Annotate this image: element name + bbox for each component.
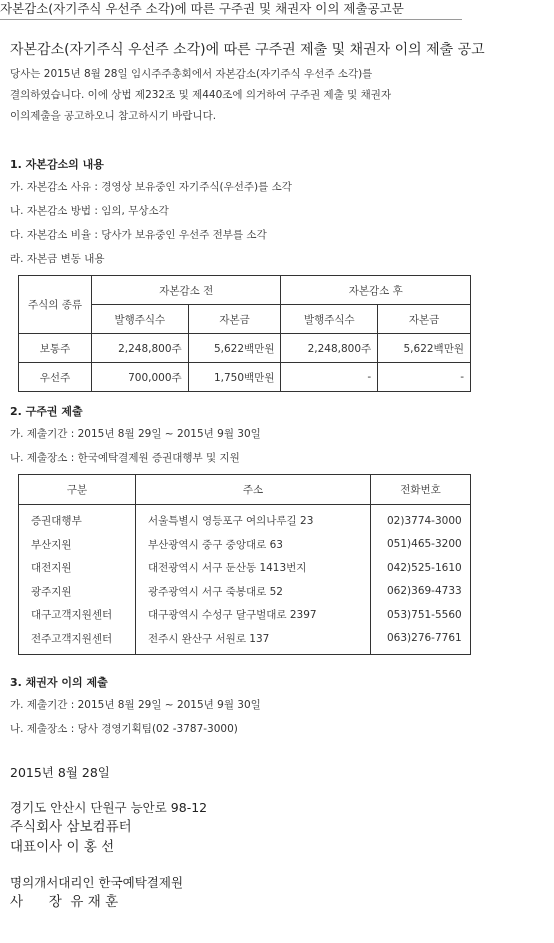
cell-after-capital: 5,622백만원 [378,334,471,363]
table-row [19,627,471,655]
cell-office: 부산지원 [31,538,72,551]
company-name: 주식회사 삼보컴퓨터 [10,819,132,835]
cell-phone: 062)369-4733 [371,580,471,604]
header-division: 구분 [19,475,136,505]
cell-phone: 063)276-7761 [371,627,471,655]
cell-after-shares: 2,248,800주 [281,334,378,363]
transfer-agent-president: 사 장 유 재 훈 [10,894,119,910]
notice-intro [10,64,546,127]
notice-body [10,38,546,912]
cell-office: 전주고객지원센터 [31,632,113,645]
cell-type: 보통주 [19,334,92,363]
section2-heading: 2. 구주권 제출 [10,405,83,418]
cell-address: 서울특별시 영등포구 여의나루길 23 [136,505,371,533]
intro-line: 이의제출을 공고하오니 참고하시기 바랍니다. [10,110,217,122]
section1-item-ratio: 다. 자본감소 비율 : 당사가 보유중인 우선주 전부를 소각 [10,229,267,241]
intro-line: 당사는 2015년 8월 28일 임시주주총회에서 자본감소(자기주식 우선주 소각)를 [10,68,373,80]
section3-period: 가. 제출기간 : 2015년 8월 29일 ~ 2015년 9월 30일 [10,699,261,711]
table-row [19,334,471,363]
header-after-capital: 자본금 [378,305,471,334]
cell-address: 광주광역시 서구 죽봉대로 52 [136,580,371,604]
header-address: 주소 [136,475,371,505]
cell-office: 대전지원 [31,562,72,575]
company-address: 경기도 안산시 단원구 능안로 98-12 [10,800,208,815]
cell-before-capital: 1,750백만원 [188,363,281,392]
company-ceo: 대표이사 이 홍 선 [10,839,115,855]
header-before: 자본감소 전 [92,276,281,305]
cell-office: 광주지원 [31,585,72,598]
transfer-agent: 명의개서대리인 한국예탁결제원 [10,875,184,890]
capital-change-table [18,275,471,392]
header-after: 자본감소 후 [281,276,471,305]
page-header-title: 자본감소(자기주식 우선주 소각)에 따른 구주권 및 채권자 이의 제출공고문 [0,1,404,16]
cell-phone: 02)3774-3000 [371,505,471,533]
table-row [19,363,471,392]
table-row [19,556,471,580]
section2-period: 가. 제출기간 : 2015년 8월 29일 ~ 2015년 9월 30일 [10,428,261,440]
intro-line: 결의하였습니다. 이에 상법 제232조 및 제440조에 의거하여 구주권 제출 및 채권자 [10,89,392,101]
cell-address: 대전광역시 서구 둔산동 1413번지 [136,556,371,580]
header-after-shares: 발행주식수 [281,305,378,334]
page-header [0,0,462,20]
table-row [19,580,471,604]
section1-heading: 1. 자본감소의 내용 [10,158,104,171]
section3-heading: 3. 채권자 이의 제출 [10,676,108,689]
cell-before-shares: 700,000주 [92,363,189,392]
header-phone: 전화번호 [371,475,471,505]
section1-item-method: 나. 자본감소 방법 : 임의, 무상소각 [10,205,169,217]
cell-type: 우선주 [19,363,92,392]
notice-title: 자본감소(자기주식 우선주 소각)에 따른 구주권 제출 및 채권자 이의 제출 공고 [10,42,485,58]
cell-office: 대구고객지원센터 [31,609,113,622]
office-table [18,474,471,655]
table-row [19,505,471,533]
table-row [19,603,471,627]
section1-item-reason: 가. 자본감소 사유 : 경영상 보유중인 자기주식(우선주)를 소각 [10,181,292,193]
cell-phone: 042)525-1610 [371,556,471,580]
cell-before-capital: 5,622백만원 [188,334,281,363]
cell-address: 전주시 완산구 서원로 137 [136,627,371,655]
cell-office: 증권대행부 [31,515,82,528]
section1-item-change: 라. 자본금 변동 내용 [10,253,105,265]
cell-address: 대구광역시 수성구 달구벌대로 2397 [136,603,371,627]
table-row [19,533,471,557]
section3-place: 나. 제출장소 : 당사 경영기획팀(02 -3787-3000) [10,723,238,735]
cell-phone: 051)465-3200 [371,533,471,557]
section2-place: 나. 제출장소 : 한국예탁결제원 증권대행부 및 지원 [10,452,240,464]
cell-before-shares: 2,248,800주 [92,334,189,363]
notice-date: 2015년 8월 28일 [10,765,110,780]
cell-after-capital: - [378,363,471,392]
header-before-capital: 자본금 [188,305,281,334]
header-stock-type: 주식의 종류 [19,276,92,334]
header-before-shares: 발행주식수 [92,305,189,334]
cell-address: 부산광역시 중구 중앙대로 63 [136,533,371,557]
cell-phone: 053)751-5560 [371,603,471,627]
cell-after-shares: - [281,363,378,392]
